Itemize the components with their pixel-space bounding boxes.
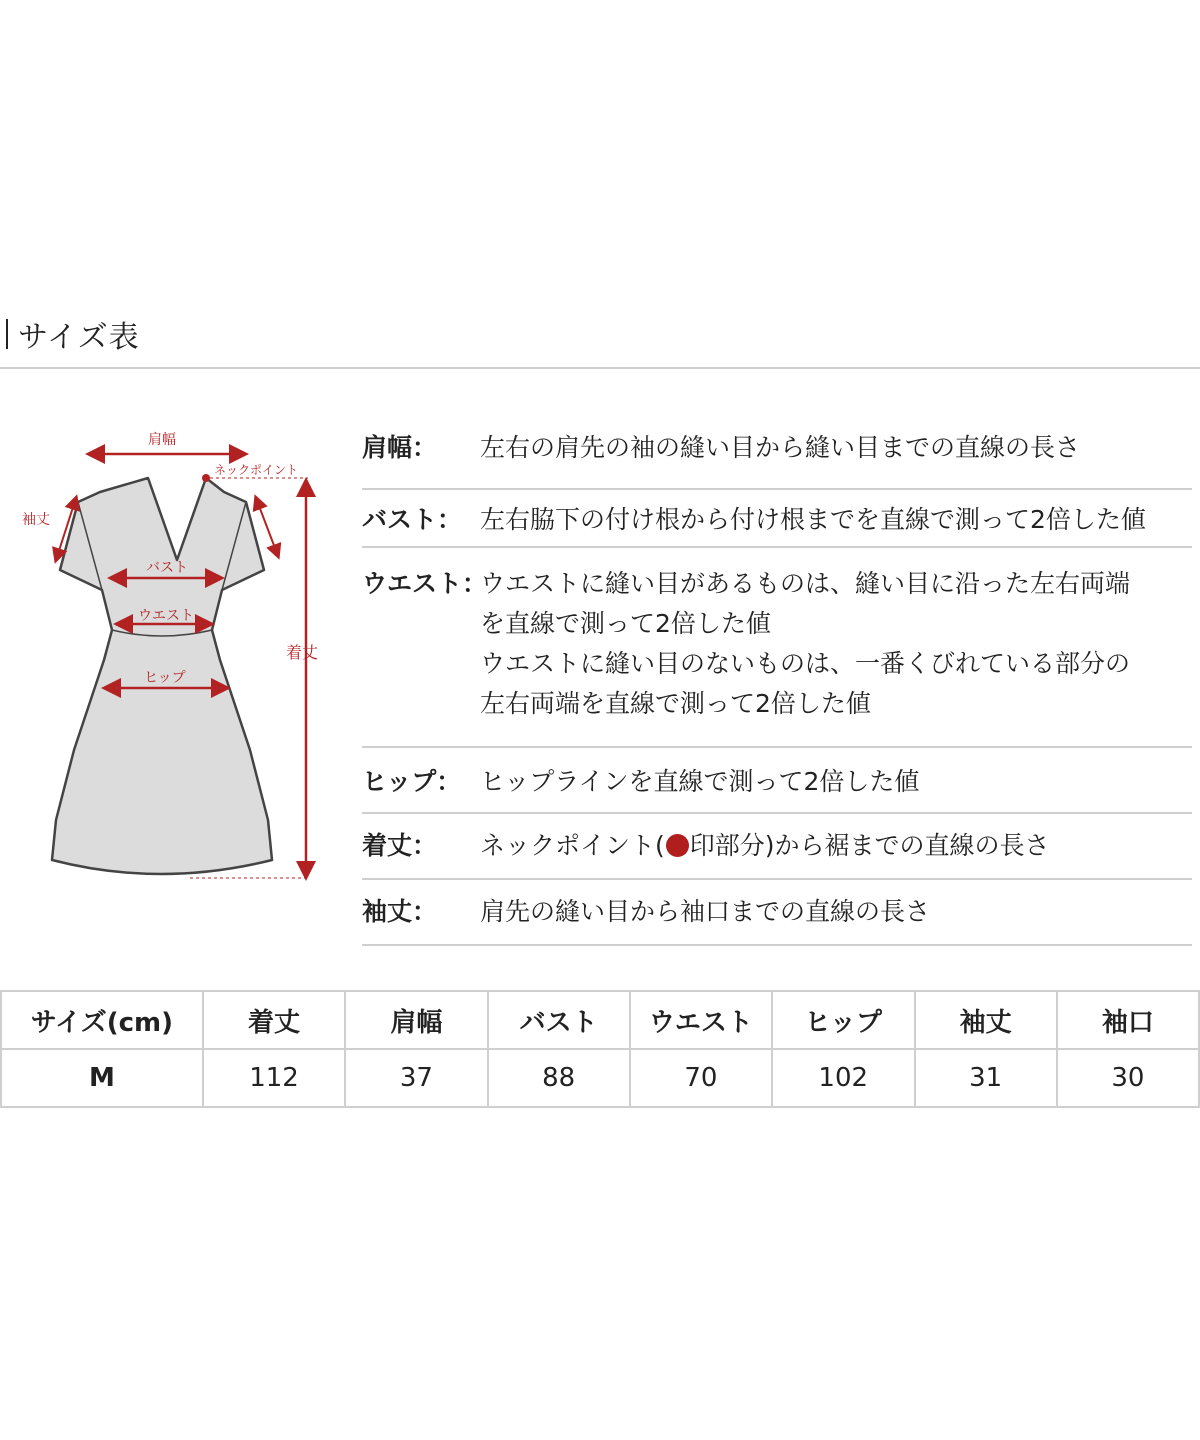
size-cell: M [1, 1049, 203, 1107]
definition-desc: ウエストに縫い目があるものは、縫い目に沿った左右両端 を直線で測って2倍した値 ウエストに縫い目のないものは、一番くびれている部分の 左右両端を直線で測って2倍した値 [480, 569, 1131, 718]
bust-label: バスト [146, 560, 188, 576]
neck-point-dot-icon [666, 834, 689, 857]
definition-term: ウエスト： [362, 569, 488, 598]
definition-length [362, 814, 1192, 880]
definition-sleeve [362, 880, 1192, 946]
size-table-header [1, 991, 1199, 1049]
definition-term: 肩幅： [362, 433, 438, 462]
definition-term: バスト： [362, 505, 463, 534]
shoulder-label: 肩幅 [148, 432, 176, 448]
dress-diagram-svg [0, 420, 340, 900]
header-cell: 肩幅 [345, 991, 487, 1049]
definition-desc: 左右脇下の付け根から付け根までを直線で測って2倍した値 [480, 505, 1146, 534]
header-cell: サイズ(cm) [1, 991, 203, 1049]
header-cell: ヒップ [772, 991, 915, 1049]
neck-point-label: ネックポイント [214, 463, 299, 477]
header-cell: バスト [488, 991, 630, 1049]
definition-term: 着丈： [362, 831, 438, 860]
length-label: 着丈 [286, 643, 319, 662]
definition-bust [362, 490, 1192, 548]
definition-desc-after: 印部分)から裾までの直線の長さ [689, 831, 1050, 860]
measurement-definitions [362, 420, 1192, 946]
heading-bar [6, 319, 8, 349]
definition-desc-before: ネックポイント( [480, 831, 665, 860]
value-cell: 112 [203, 1049, 346, 1107]
value-cell: 102 [772, 1049, 915, 1107]
definition-term: 袖丈： [362, 897, 438, 926]
heading-divider [0, 367, 1200, 369]
hip-label: ヒップ [144, 670, 186, 686]
value-cell: 70 [630, 1049, 772, 1107]
table-row [1, 1049, 1199, 1107]
definition-shoulder [362, 420, 1192, 490]
definition-hip [362, 748, 1192, 814]
value-cell: 88 [488, 1049, 630, 1107]
waist-label: ウエスト [138, 608, 194, 624]
value-cell: 30 [1057, 1049, 1199, 1107]
header-cell: 着丈 [203, 991, 346, 1049]
sleeve-label: 袖丈 [22, 512, 50, 528]
header-cell: ウエスト [630, 991, 772, 1049]
sleeve-arrow-right [256, 498, 278, 556]
value-cell: 31 [915, 1049, 1057, 1107]
definition-term: ヒップ： [362, 767, 462, 796]
section-heading [6, 316, 140, 355]
definition-desc: 肩先の縫い目から袖口までの直線の長さ [480, 897, 931, 926]
definition-desc [480, 826, 1192, 878]
header-cell: 袖口 [1057, 991, 1199, 1049]
measurement-diagram [0, 420, 340, 900]
size-table [0, 990, 1200, 1108]
heading-text: サイズ表 [18, 320, 140, 355]
value-cell: 37 [345, 1049, 487, 1107]
neck-point-marker [202, 474, 210, 482]
definition-desc: 左右の肩先の袖の縫い目から縫い目までの直線の長さ [480, 433, 1081, 462]
definition-waist [362, 548, 1192, 748]
definition-desc: ヒップラインを直線で測って2倍した値 [480, 767, 920, 796]
header-cell: 袖丈 [915, 991, 1057, 1049]
